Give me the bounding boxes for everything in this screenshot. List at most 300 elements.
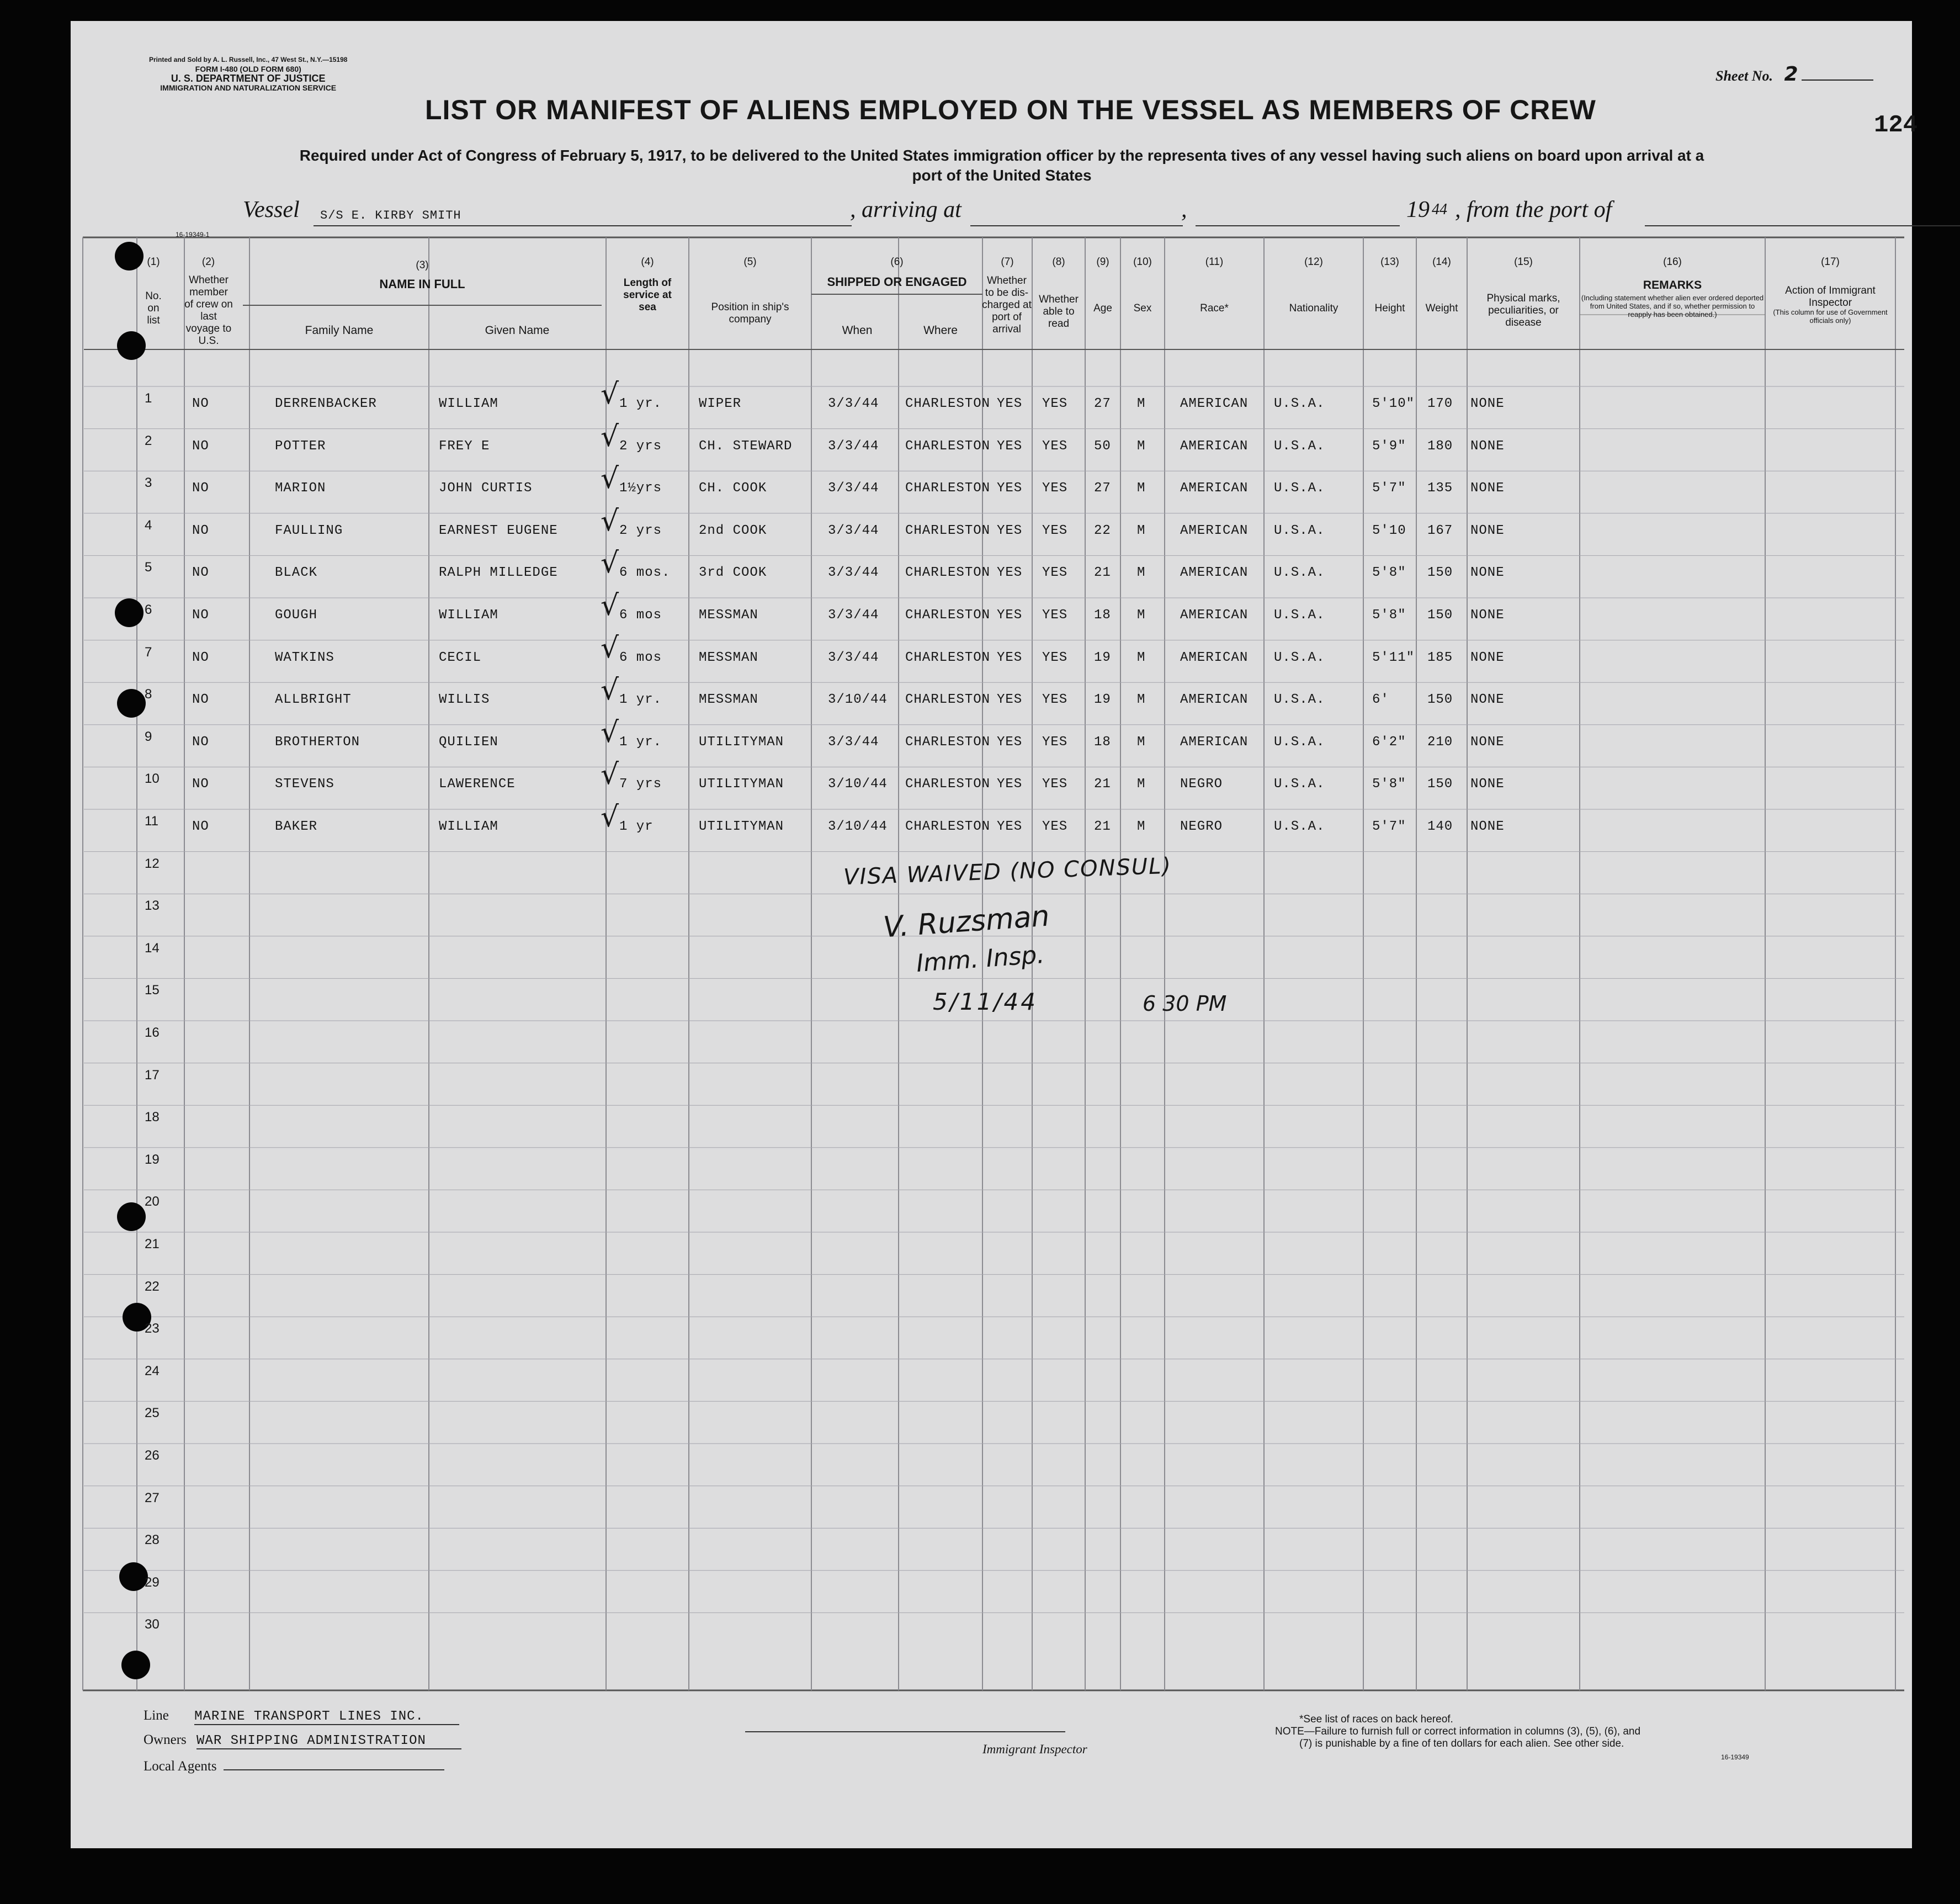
cell-read: YES <box>1042 523 1068 538</box>
cell-service: 6 mos. <box>619 565 671 581</box>
cell-sex: M <box>1137 734 1146 750</box>
cell-age: 21 <box>1094 565 1111 581</box>
cell-when: 3/10/44 <box>828 692 888 708</box>
year-prefix: 19 <box>1406 197 1430 222</box>
inspection-date: 5/11/44 <box>933 988 1038 1015</box>
cell-given-name: WILLIAM <box>439 608 498 623</box>
cell-given-name: JOHN CURTIS <box>439 481 533 496</box>
cell-discharged: YES <box>997 692 1023 708</box>
cell-service: 1 yr. <box>619 396 662 411</box>
cell-age: 27 <box>1094 481 1111 496</box>
cell-nationality: U.S.A. <box>1274 396 1325 411</box>
row-number: 21 <box>145 1237 160 1251</box>
row-number: 30 <box>145 1617 160 1632</box>
cell-position: UTILITYMAN <box>699 819 784 834</box>
col-4-label: Length of service at sea <box>623 277 672 313</box>
owners-value: WAR SHIPPING ADMINISTRATION <box>196 1733 461 1749</box>
row-number: 22 <box>145 1279 160 1294</box>
col-13-label: Height <box>1374 303 1405 314</box>
cell-service: 2 yrs <box>619 438 662 454</box>
cell-read: YES <box>1042 819 1068 834</box>
cell-where: CHARLESTON <box>905 692 991 708</box>
cell-given-name: WILLIS <box>439 692 490 708</box>
col-9-num: (9) <box>1096 256 1109 268</box>
cell-nationality: U.S.A. <box>1274 438 1325 454</box>
cell-sex: M <box>1137 692 1146 708</box>
cell-age: 21 <box>1094 777 1111 792</box>
cell-weight: 150 <box>1427 565 1453 581</box>
cell-weight: 150 <box>1427 608 1453 623</box>
col-11-label: Race* <box>1200 303 1229 314</box>
cell-height: 6' <box>1372 692 1389 708</box>
cell-physical-marks: NONE <box>1470 438 1505 454</box>
cell-race: AMERICAN <box>1180 481 1249 496</box>
publisher-block <box>149 55 347 93</box>
row-number: 27 <box>145 1490 160 1505</box>
races-note: *See list of races on back hereof. <box>1299 1714 1453 1725</box>
cell-read: YES <box>1042 777 1068 792</box>
cell-nationality: U.S.A. <box>1274 523 1325 538</box>
col-8-num: (8) <box>1052 256 1065 268</box>
publisher-line: Printed and Sold by A. L. Russell, Inc., 47 West St., N.Y.—15198 <box>149 56 348 63</box>
line-label: Line <box>144 1708 169 1723</box>
row-number: 19 <box>145 1152 160 1167</box>
cell-prior-voyage: NO <box>192 692 209 708</box>
row-number: 14 <box>145 940 160 956</box>
cell-service: 1½yrs <box>619 481 662 496</box>
check-mark-icon: √ <box>601 758 619 792</box>
stamp-number: 124 <box>1874 112 1918 139</box>
punch-hole <box>115 598 144 627</box>
cell-race: AMERICAN <box>1180 692 1249 708</box>
col-14-num: (14) <box>1432 256 1451 268</box>
visa-waived-note: VISA WAIVED (NO CONSUL) <box>843 853 1172 890</box>
row-number: 15 <box>145 983 160 998</box>
cell-discharged: YES <box>997 608 1023 623</box>
cell-position: MESSMAN <box>699 650 758 665</box>
cell-when: 3/3/44 <box>828 734 879 750</box>
check-mark-icon: √ <box>601 589 619 622</box>
cell-family-name: MARION <box>275 481 326 496</box>
cell-given-name: QUILIEN <box>439 734 498 750</box>
cell-read: YES <box>1042 692 1068 708</box>
col-3-family: Family Name <box>305 324 374 337</box>
cell-when: 3/3/44 <box>828 481 879 496</box>
cell-where: CHARLESTON <box>905 481 991 496</box>
cell-family-name: WATKINS <box>275 650 334 665</box>
row-number: 24 <box>145 1363 160 1378</box>
check-mark-icon: √ <box>601 462 619 496</box>
cell-discharged: YES <box>997 777 1023 792</box>
col-9-label: Age <box>1093 303 1112 314</box>
cell-prior-voyage: NO <box>192 523 209 538</box>
cell-when: 3/3/44 <box>828 565 879 581</box>
cell-given-name: RALPH MILLEDGE <box>439 565 558 581</box>
form-code: 16-19349-1 <box>176 231 210 238</box>
cell-service: 1 yr <box>619 819 654 834</box>
cell-family-name: BLACK <box>275 565 318 581</box>
col-5-num: (5) <box>743 256 757 268</box>
row-number: 8 <box>145 687 152 702</box>
col-2-label: Whether member of crew on last voyage to U.S. <box>184 274 233 347</box>
row-number: 23 <box>145 1321 160 1336</box>
cell-service: 6 mos <box>619 608 662 623</box>
cell-given-name: FREY E <box>439 438 490 454</box>
cell-age: 18 <box>1094 608 1111 623</box>
inspector-signature-line <box>745 1731 1065 1732</box>
check-mark-icon: √ <box>601 715 619 749</box>
cell-prior-voyage: NO <box>192 438 209 454</box>
cell-where: CHARLESTON <box>905 438 991 454</box>
footer-agents <box>144 1759 444 1774</box>
cell-prior-voyage: NO <box>192 777 209 792</box>
cell-family-name: POTTER <box>275 438 326 454</box>
col-6-label: SHIPPED OR ENGAGED <box>827 275 967 289</box>
cell-sex: M <box>1137 819 1146 834</box>
cell-position: UTILITYMAN <box>699 777 784 792</box>
cell-nationality: U.S.A. <box>1274 650 1325 665</box>
cell-nationality: U.S.A. <box>1274 608 1325 623</box>
cell-when: 3/3/44 <box>828 523 879 538</box>
check-mark-icon: √ <box>601 378 619 411</box>
col-3-given: Given Name <box>485 324 550 337</box>
cell-physical-marks: NONE <box>1470 734 1505 750</box>
row-number: 10 <box>145 771 160 787</box>
cell-race: NEGRO <box>1180 777 1223 792</box>
col-16-label: REMARKS <box>1643 279 1702 291</box>
cell-height: 5'8" <box>1372 777 1406 792</box>
col-6-num: (6) <box>890 256 904 268</box>
cell-nationality: U.S.A. <box>1274 819 1325 834</box>
cell-discharged: YES <box>997 565 1023 581</box>
row-number: 25 <box>145 1406 160 1421</box>
row-number: 13 <box>145 898 160 914</box>
cell-discharged: YES <box>997 523 1023 538</box>
cell-service: 2 yrs <box>619 523 662 538</box>
cell-physical-marks: NONE <box>1470 481 1505 496</box>
cell-service: 1 yr. <box>619 734 662 750</box>
cell-sex: M <box>1137 438 1146 454</box>
cell-when: 3/3/44 <box>828 438 879 454</box>
footer-owners <box>144 1732 461 1749</box>
col-1-num: (1) <box>147 256 160 268</box>
cell-where: CHARLESTON <box>905 734 991 750</box>
from-label: , from the port of <box>1455 197 1612 222</box>
cell-age: 27 <box>1094 396 1111 411</box>
department: U. S. DEPARTMENT OF JUSTICE <box>171 73 326 84</box>
cell-when: 3/10/44 <box>828 819 888 834</box>
cell-height: 5'7" <box>1372 481 1406 496</box>
cell-race: AMERICAN <box>1180 565 1249 581</box>
cell-sex: M <box>1137 608 1146 623</box>
cell-discharged: YES <box>997 481 1023 496</box>
cell-height: 6'2" <box>1372 734 1406 750</box>
cell-prior-voyage: NO <box>192 396 209 411</box>
row-number: 20 <box>145 1194 160 1210</box>
cell-prior-voyage: NO <box>192 481 209 496</box>
row-number: 28 <box>145 1532 160 1548</box>
row-number: 1 <box>145 391 152 406</box>
cell-family-name: BROTHERTON <box>275 734 360 750</box>
check-mark-icon: √ <box>601 547 619 580</box>
col-10-num: (10) <box>1133 256 1152 268</box>
row-number: 11 <box>145 814 158 829</box>
cell-service: 1 yr. <box>619 692 662 708</box>
cell-given-name: CECIL <box>439 650 482 665</box>
cell-read: YES <box>1042 481 1068 496</box>
cell-where: CHARLESTON <box>905 396 991 411</box>
col-1-label: No. on list <box>145 290 162 326</box>
cell-race: NEGRO <box>1180 819 1223 834</box>
col-7-num: (7) <box>1001 256 1014 268</box>
inspector-title: Imm. Insp. <box>915 940 1045 978</box>
cell-sex: M <box>1137 777 1146 792</box>
cell-when: 3/3/44 <box>828 608 879 623</box>
check-mark-icon: √ <box>601 504 619 538</box>
cell-weight: 167 <box>1427 523 1453 538</box>
cell-family-name: GOUGH <box>275 608 318 623</box>
cell-sex: M <box>1137 650 1146 665</box>
subtitle-line-1: Required under Act of Congress of February 5, 1917, to be delivered to the United States immigration officer by the representa tives of any vessel having such aliens on board upon arrival at a <box>299 147 1704 164</box>
row-number: 26 <box>145 1448 160 1463</box>
col-16-num: (16) <box>1663 256 1682 268</box>
col-16-note: (Including statement whether alien ever ordered deported from United States, and if so, whether permission to reapply has been obtained.) <box>1581 294 1764 319</box>
cell-prior-voyage: NO <box>192 819 209 834</box>
row-number: 17 <box>145 1067 160 1083</box>
cell-family-name: DERRENBACKER <box>275 396 377 411</box>
cell-height: 5'7" <box>1372 819 1406 834</box>
cell-prior-voyage: NO <box>192 734 209 750</box>
fine-note-1: NOTE—Failure to furnish full or correct information in columns (3), (5), (6), and <box>1275 1726 1641 1737</box>
col-12-num: (12) <box>1304 256 1323 268</box>
col-17-num: (17) <box>1821 256 1840 268</box>
cell-physical-marks: NONE <box>1470 523 1505 538</box>
sheet-number <box>1715 63 1873 86</box>
cell-read: YES <box>1042 608 1068 623</box>
col-8-label: Whether able to read <box>1039 294 1079 330</box>
inspector-signature: V. Ruzsman <box>882 899 1051 945</box>
col-6-where: Where <box>923 324 958 337</box>
subtitle-line-2: port of the United States <box>912 167 1092 184</box>
cell-physical-marks: NONE <box>1470 819 1505 834</box>
arriving-label: , arriving at <box>850 197 962 222</box>
col-5-label: Position in ship's company <box>711 301 789 325</box>
agents-label: Local Agents <box>144 1759 217 1774</box>
cell-race: AMERICAN <box>1180 608 1249 623</box>
punch-hole <box>117 331 146 360</box>
cell-given-name: WILLIAM <box>439 396 498 411</box>
form-number: FORM I-480 (OLD FORM 680) <box>195 65 301 73</box>
col-3-num: (3) <box>416 259 429 271</box>
cell-when: 3/10/44 <box>828 777 888 792</box>
cell-race: AMERICAN <box>1180 734 1249 750</box>
cell-sex: M <box>1137 565 1146 581</box>
cell-physical-marks: NONE <box>1470 396 1505 411</box>
cell-read: YES <box>1042 650 1068 665</box>
cell-height: 5'9" <box>1372 438 1406 454</box>
sheet-label: Sheet No. <box>1715 68 1773 84</box>
cell-family-name: BAKER <box>275 819 318 834</box>
cell-position: MESSMAN <box>699 608 758 623</box>
cell-prior-voyage: NO <box>192 608 209 623</box>
immigrant-inspector-label: Immigrant Inspector <box>982 1742 1087 1756</box>
check-mark-icon: √ <box>601 673 619 707</box>
cell-race: AMERICAN <box>1180 438 1249 454</box>
row-number: 16 <box>145 1025 160 1040</box>
page-title: LIST OR MANIFEST OF ALIENS EMPLOYED ON THE VESSEL AS MEMBERS OF CREW <box>425 94 1596 125</box>
cell-height: 5'10 <box>1372 523 1406 538</box>
cell-discharged: YES <box>997 396 1023 411</box>
cell-weight: 150 <box>1427 777 1453 792</box>
cell-weight: 210 <box>1427 734 1453 750</box>
cell-given-name: EARNEST EUGENE <box>439 523 558 538</box>
cell-nationality: U.S.A. <box>1274 565 1325 581</box>
punch-hole <box>121 1651 150 1679</box>
owners-label: Owners <box>144 1732 187 1747</box>
cell-age: 18 <box>1094 734 1111 750</box>
cell-family-name: STEVENS <box>275 777 334 792</box>
cell-physical-marks: NONE <box>1470 608 1505 623</box>
col-13-num: (13) <box>1380 256 1399 268</box>
footer-code: 16-19349 <box>1721 1753 1749 1761</box>
cell-physical-marks: NONE <box>1470 650 1505 665</box>
cell-nationality: U.S.A. <box>1274 777 1325 792</box>
cell-position: CH. STEWARD <box>699 438 793 454</box>
cell-prior-voyage: NO <box>192 650 209 665</box>
cell-where: CHARLESTON <box>905 819 991 834</box>
col-15-label: Physical marks, peculiarities, or disease <box>1486 293 1560 328</box>
fine-note-2: (7) is punishable by a fine of ten dollars for each alien. See other side. <box>1299 1738 1624 1749</box>
cell-height: 5'11" <box>1372 650 1415 665</box>
col-12-label: Nationality <box>1289 303 1338 314</box>
cell-read: YES <box>1042 565 1068 581</box>
cell-prior-voyage: NO <box>192 565 209 581</box>
inspection-time: 6 30 PM <box>1143 991 1227 1016</box>
cell-position: UTILITYMAN <box>699 734 784 750</box>
cell-physical-marks: NONE <box>1470 565 1505 581</box>
cell-sex: M <box>1137 523 1146 538</box>
cell-position: MESSMAN <box>699 692 758 708</box>
col-17-note: (This column for use of Government officials only) <box>1773 308 1888 325</box>
subtitle <box>210 146 1794 185</box>
col-7-label: Whether to be dis-charged at port of arrival <box>982 275 1032 335</box>
check-mark-icon: √ <box>601 631 619 665</box>
cell-where: CHARLESTON <box>905 650 991 665</box>
cell-age: 21 <box>1094 819 1111 834</box>
col-6-when: When <box>842 324 873 337</box>
cell-age: 50 <box>1094 438 1111 454</box>
cell-read: YES <box>1042 734 1068 750</box>
cell-where: CHARLESTON <box>905 608 991 623</box>
cell-discharged: YES <box>997 438 1023 454</box>
cell-read: YES <box>1042 396 1068 411</box>
cell-position: WIPER <box>699 396 742 411</box>
row-number: 7 <box>145 644 152 660</box>
cell-nationality: U.S.A. <box>1274 734 1325 750</box>
row-number: 3 <box>145 475 152 491</box>
cell-height: 5'8" <box>1372 608 1406 623</box>
vessel-label: Vessel <box>243 197 300 222</box>
cell-race: AMERICAN <box>1180 523 1249 538</box>
cell-height: 5'10" <box>1372 396 1415 411</box>
check-mark-icon: √ <box>601 420 619 453</box>
cell-weight: 140 <box>1427 819 1453 834</box>
col-14-label: Weight <box>1425 303 1458 314</box>
cell-nationality: U.S.A. <box>1274 692 1325 708</box>
cell-discharged: YES <box>997 734 1023 750</box>
sheet-value: 2 <box>1784 63 1798 86</box>
year-value: 44 <box>1432 201 1447 218</box>
cell-weight: 180 <box>1427 438 1453 454</box>
col-10-label: Sex <box>1133 303 1152 314</box>
cell-discharged: YES <box>997 650 1023 665</box>
row-number: 4 <box>145 517 152 533</box>
cell-given-name: LAWERENCE <box>439 777 516 792</box>
row-number: 2 <box>145 433 152 448</box>
cell-weight: 170 <box>1427 396 1453 411</box>
col-17-label: Action of Immigrant Inspector <box>1785 285 1876 309</box>
punch-hole <box>117 689 146 718</box>
cell-when: 3/3/44 <box>828 650 879 665</box>
cell-where: CHARLESTON <box>905 565 991 581</box>
col-15-num: (15) <box>1514 256 1533 268</box>
cell-age: 19 <box>1094 692 1111 708</box>
cell-sex: M <box>1137 396 1146 411</box>
cell-race: AMERICAN <box>1180 650 1249 665</box>
row-number: 12 <box>145 856 160 871</box>
cell-family-name: FAULLING <box>275 523 343 538</box>
check-mark-icon: √ <box>601 800 619 834</box>
punch-hole <box>117 1202 146 1231</box>
row-number: 18 <box>145 1110 160 1125</box>
cell-weight: 150 <box>1427 692 1453 708</box>
row-number: 29 <box>145 1574 160 1590</box>
row-number: 5 <box>145 560 152 575</box>
footer-notes <box>1275 1714 1640 1750</box>
cell-discharged: YES <box>997 819 1023 834</box>
vessel-name: S/S E. KIRBY SMITH <box>320 209 461 222</box>
punch-hole <box>119 1562 148 1591</box>
cell-where: CHARLESTON <box>905 523 991 538</box>
cell-physical-marks: NONE <box>1470 692 1505 708</box>
row-number: 9 <box>145 729 152 744</box>
cell-age: 22 <box>1094 523 1111 538</box>
cell-family-name: ALLBRIGHT <box>275 692 352 708</box>
col-3-label: NAME IN FULL <box>379 277 465 291</box>
line-value: MARINE TRANSPORT LINES INC. <box>194 1709 459 1725</box>
cell-service: 6 mos <box>619 650 662 665</box>
cell-given-name: WILLIAM <box>439 819 498 834</box>
cell-physical-marks: NONE <box>1470 777 1505 792</box>
cell-age: 19 <box>1094 650 1111 665</box>
service: IMMIGRATION AND NATURALIZATION SERVICE <box>160 83 337 92</box>
col-4-num: (4) <box>641 256 654 268</box>
cell-weight: 185 <box>1427 650 1453 665</box>
cell-when: 3/3/44 <box>828 396 879 411</box>
cell-position: 3rd COOK <box>699 565 767 581</box>
cell-sex: M <box>1137 481 1146 496</box>
cell-position: CH. COOK <box>699 481 767 496</box>
cell-where: CHARLESTON <box>905 777 991 792</box>
cell-weight: 135 <box>1427 481 1453 496</box>
vessel-line: Vessel S/S E. KIRBY SMITH , arriving at , 19 44 , from the port of <box>243 197 1788 230</box>
footer-line <box>144 1708 459 1725</box>
cell-read: YES <box>1042 438 1068 454</box>
row-number: 6 <box>145 602 152 617</box>
col-2-num: (2) <box>201 256 215 268</box>
cell-race: AMERICAN <box>1180 396 1249 411</box>
cell-service: 7 yrs <box>619 777 662 792</box>
